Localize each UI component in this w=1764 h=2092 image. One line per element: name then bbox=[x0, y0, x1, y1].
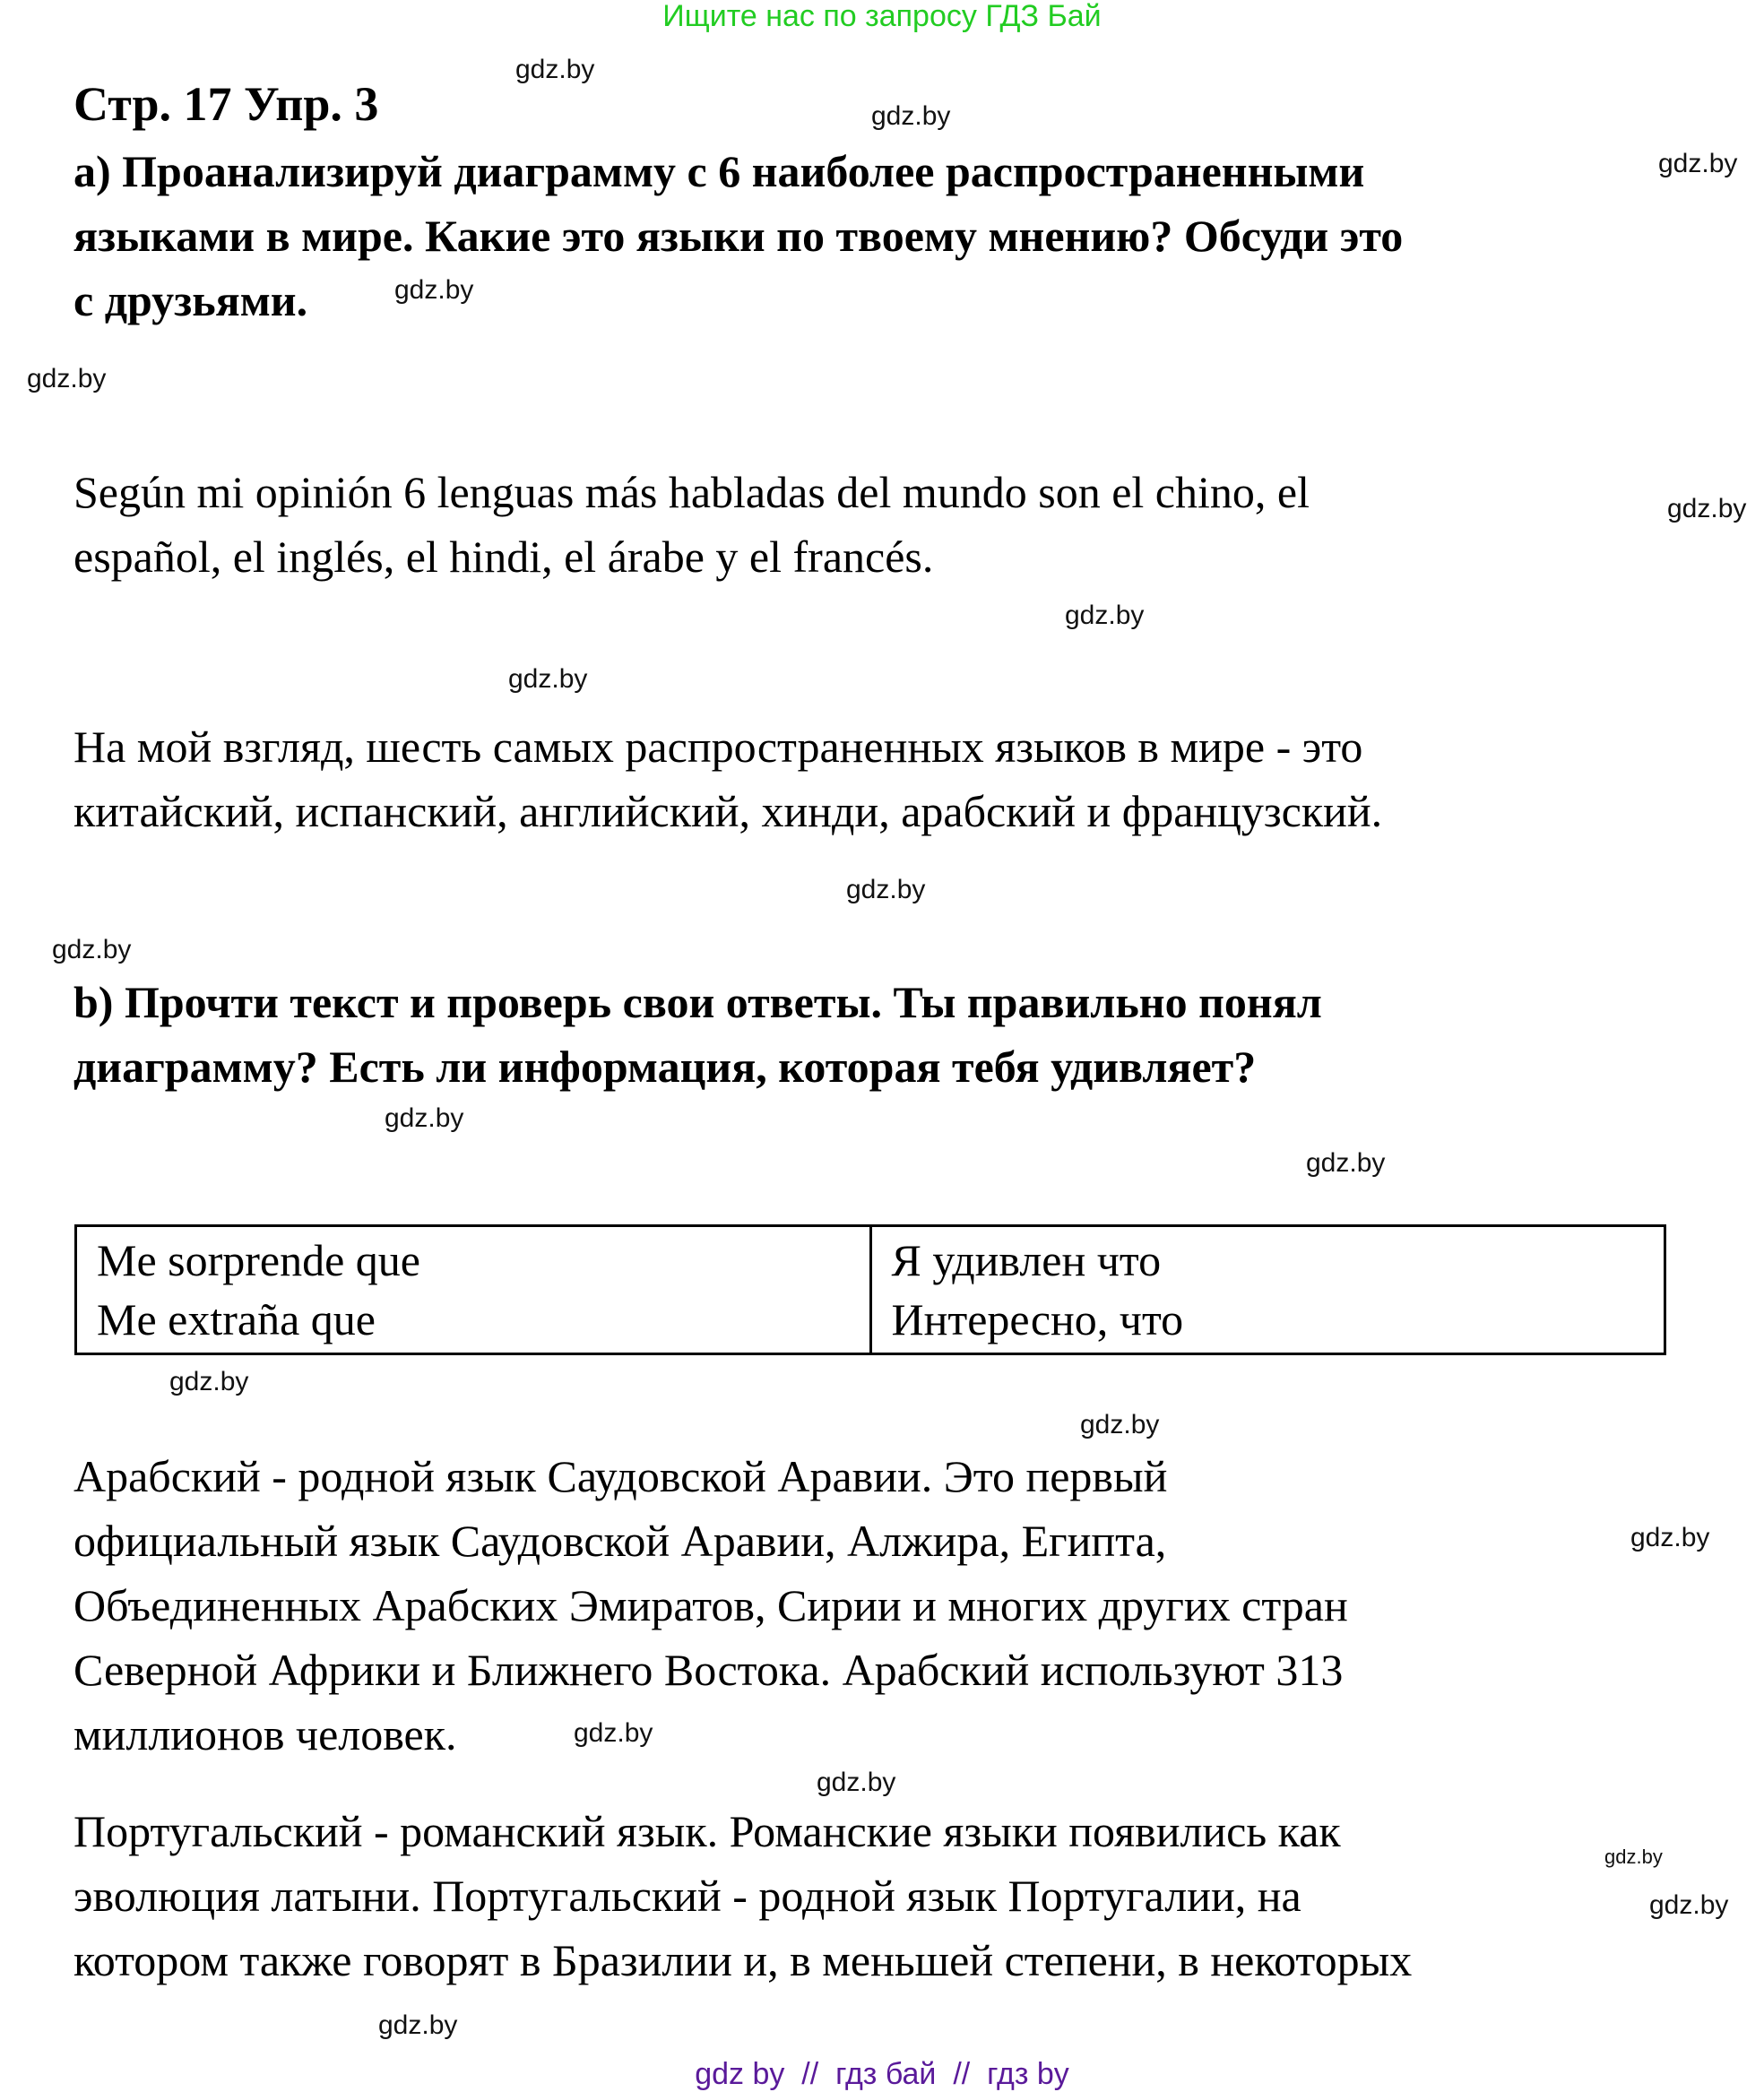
phrase-es: Me sorprende que bbox=[97, 1235, 420, 1285]
watermark: gdz.by bbox=[846, 875, 926, 904]
page-title: Стр. 17 Упр. 3 bbox=[74, 77, 379, 131]
search-hint-banner: Ищите нас по запросу ГДЗ Бай bbox=[662, 0, 1102, 33]
watermark: gdz.by bbox=[871, 101, 951, 131]
watermark: gdz.by bbox=[1306, 1148, 1386, 1178]
watermark: gdz.by bbox=[1630, 1523, 1710, 1552]
watermark: gdz.by bbox=[1667, 494, 1747, 523]
watermark: gdz.by bbox=[574, 1718, 653, 1748]
watermark: gdz.by bbox=[1649, 1890, 1729, 1920]
phrases-table bbox=[74, 1224, 1666, 1355]
watermark: gdz.by bbox=[1658, 149, 1738, 178]
watermark: gdz.by bbox=[1080, 1410, 1160, 1439]
task-a-line: с друзьями. bbox=[74, 275, 308, 325]
phrase-ru: Я удивлен что bbox=[891, 1235, 1162, 1285]
watermark: gdz.by bbox=[515, 55, 595, 84]
watermark: gdz.by bbox=[508, 664, 588, 694]
paragraph-line: эволюция латыни. Португальский - родной язык Португалии, на bbox=[74, 1871, 1301, 1921]
task-a bbox=[74, 139, 1403, 333]
task-b-line: диаграмму? Есть ли информация, которая тебя удивляет? bbox=[74, 1042, 1257, 1092]
phrases-russian-cell bbox=[870, 1226, 1665, 1354]
paragraph-line: официальный язык Саудовской Аравии, Алжира, Египта, bbox=[74, 1516, 1167, 1566]
paragraph-portuguese bbox=[74, 1799, 1412, 1993]
phrases-spanish-cell bbox=[76, 1226, 871, 1354]
paragraph-line: Объединенных Арабских Эмиратов, Сирии и многих других стран bbox=[74, 1580, 1348, 1630]
answer-russian bbox=[74, 714, 1382, 843]
task-a-line: языками в мире. Какие это языки по твоему мнению? Обсуди это bbox=[74, 211, 1404, 261]
phrase-ru: Интересно, что bbox=[891, 1294, 1184, 1344]
paragraph-line: миллионов человек. bbox=[74, 1709, 457, 1759]
watermark: gdz.by bbox=[169, 1367, 249, 1396]
answer-spanish bbox=[74, 460, 1310, 589]
watermark: gdz.by bbox=[817, 1768, 896, 1797]
watermark: gdz.by bbox=[52, 935, 132, 964]
answer-russian-line: На мой взгляд, шесть самых распространенных языков в мире - это bbox=[74, 722, 1363, 772]
answer-spanish-line: español, el inglés, el hindi, el árabe y el francés. bbox=[74, 532, 934, 582]
watermark: gdz.by bbox=[394, 275, 474, 305]
paragraph-line: Португальский - романский язык. Романские языки появились как bbox=[74, 1806, 1341, 1856]
watermark: gdz.by bbox=[1604, 1846, 1663, 1868]
paragraph-line: котором также говорят в Бразилии и, в меньшей степени, в некоторых bbox=[74, 1935, 1413, 1985]
task-a-line: а) Проанализируй диаграмму с 6 наиболее распространенными bbox=[74, 146, 1365, 196]
watermark: gdz.by bbox=[1065, 601, 1145, 630]
paragraph-line: Арабский - родной язык Саудовской Аравии. Это первый bbox=[74, 1451, 1168, 1501]
answer-spanish-line: Según mi opinión 6 lenguas más habladas del mundo son el chino, el bbox=[74, 467, 1310, 517]
watermark: gdz.by bbox=[378, 2010, 458, 2040]
paragraph-arabic bbox=[74, 1444, 1348, 1767]
task-b-line: b) Прочти текст и проверь свои ответы. Ты правильно понял bbox=[74, 977, 1322, 1027]
phrase-es: Me extraña que bbox=[97, 1294, 376, 1344]
answer-russian-line: китайский, испанский, английский, хинди, арабский и французский. bbox=[74, 786, 1383, 836]
task-b bbox=[74, 970, 1322, 1099]
paragraph-line: Северной Африки и Ближнего Востока. Арабский используют 313 bbox=[74, 1645, 1344, 1695]
watermark: gdz.by bbox=[27, 364, 107, 393]
footer-links-banner: gdz by // гдз бай // гдз by bbox=[695, 2057, 1069, 2091]
watermark: gdz.by bbox=[385, 1103, 464, 1133]
